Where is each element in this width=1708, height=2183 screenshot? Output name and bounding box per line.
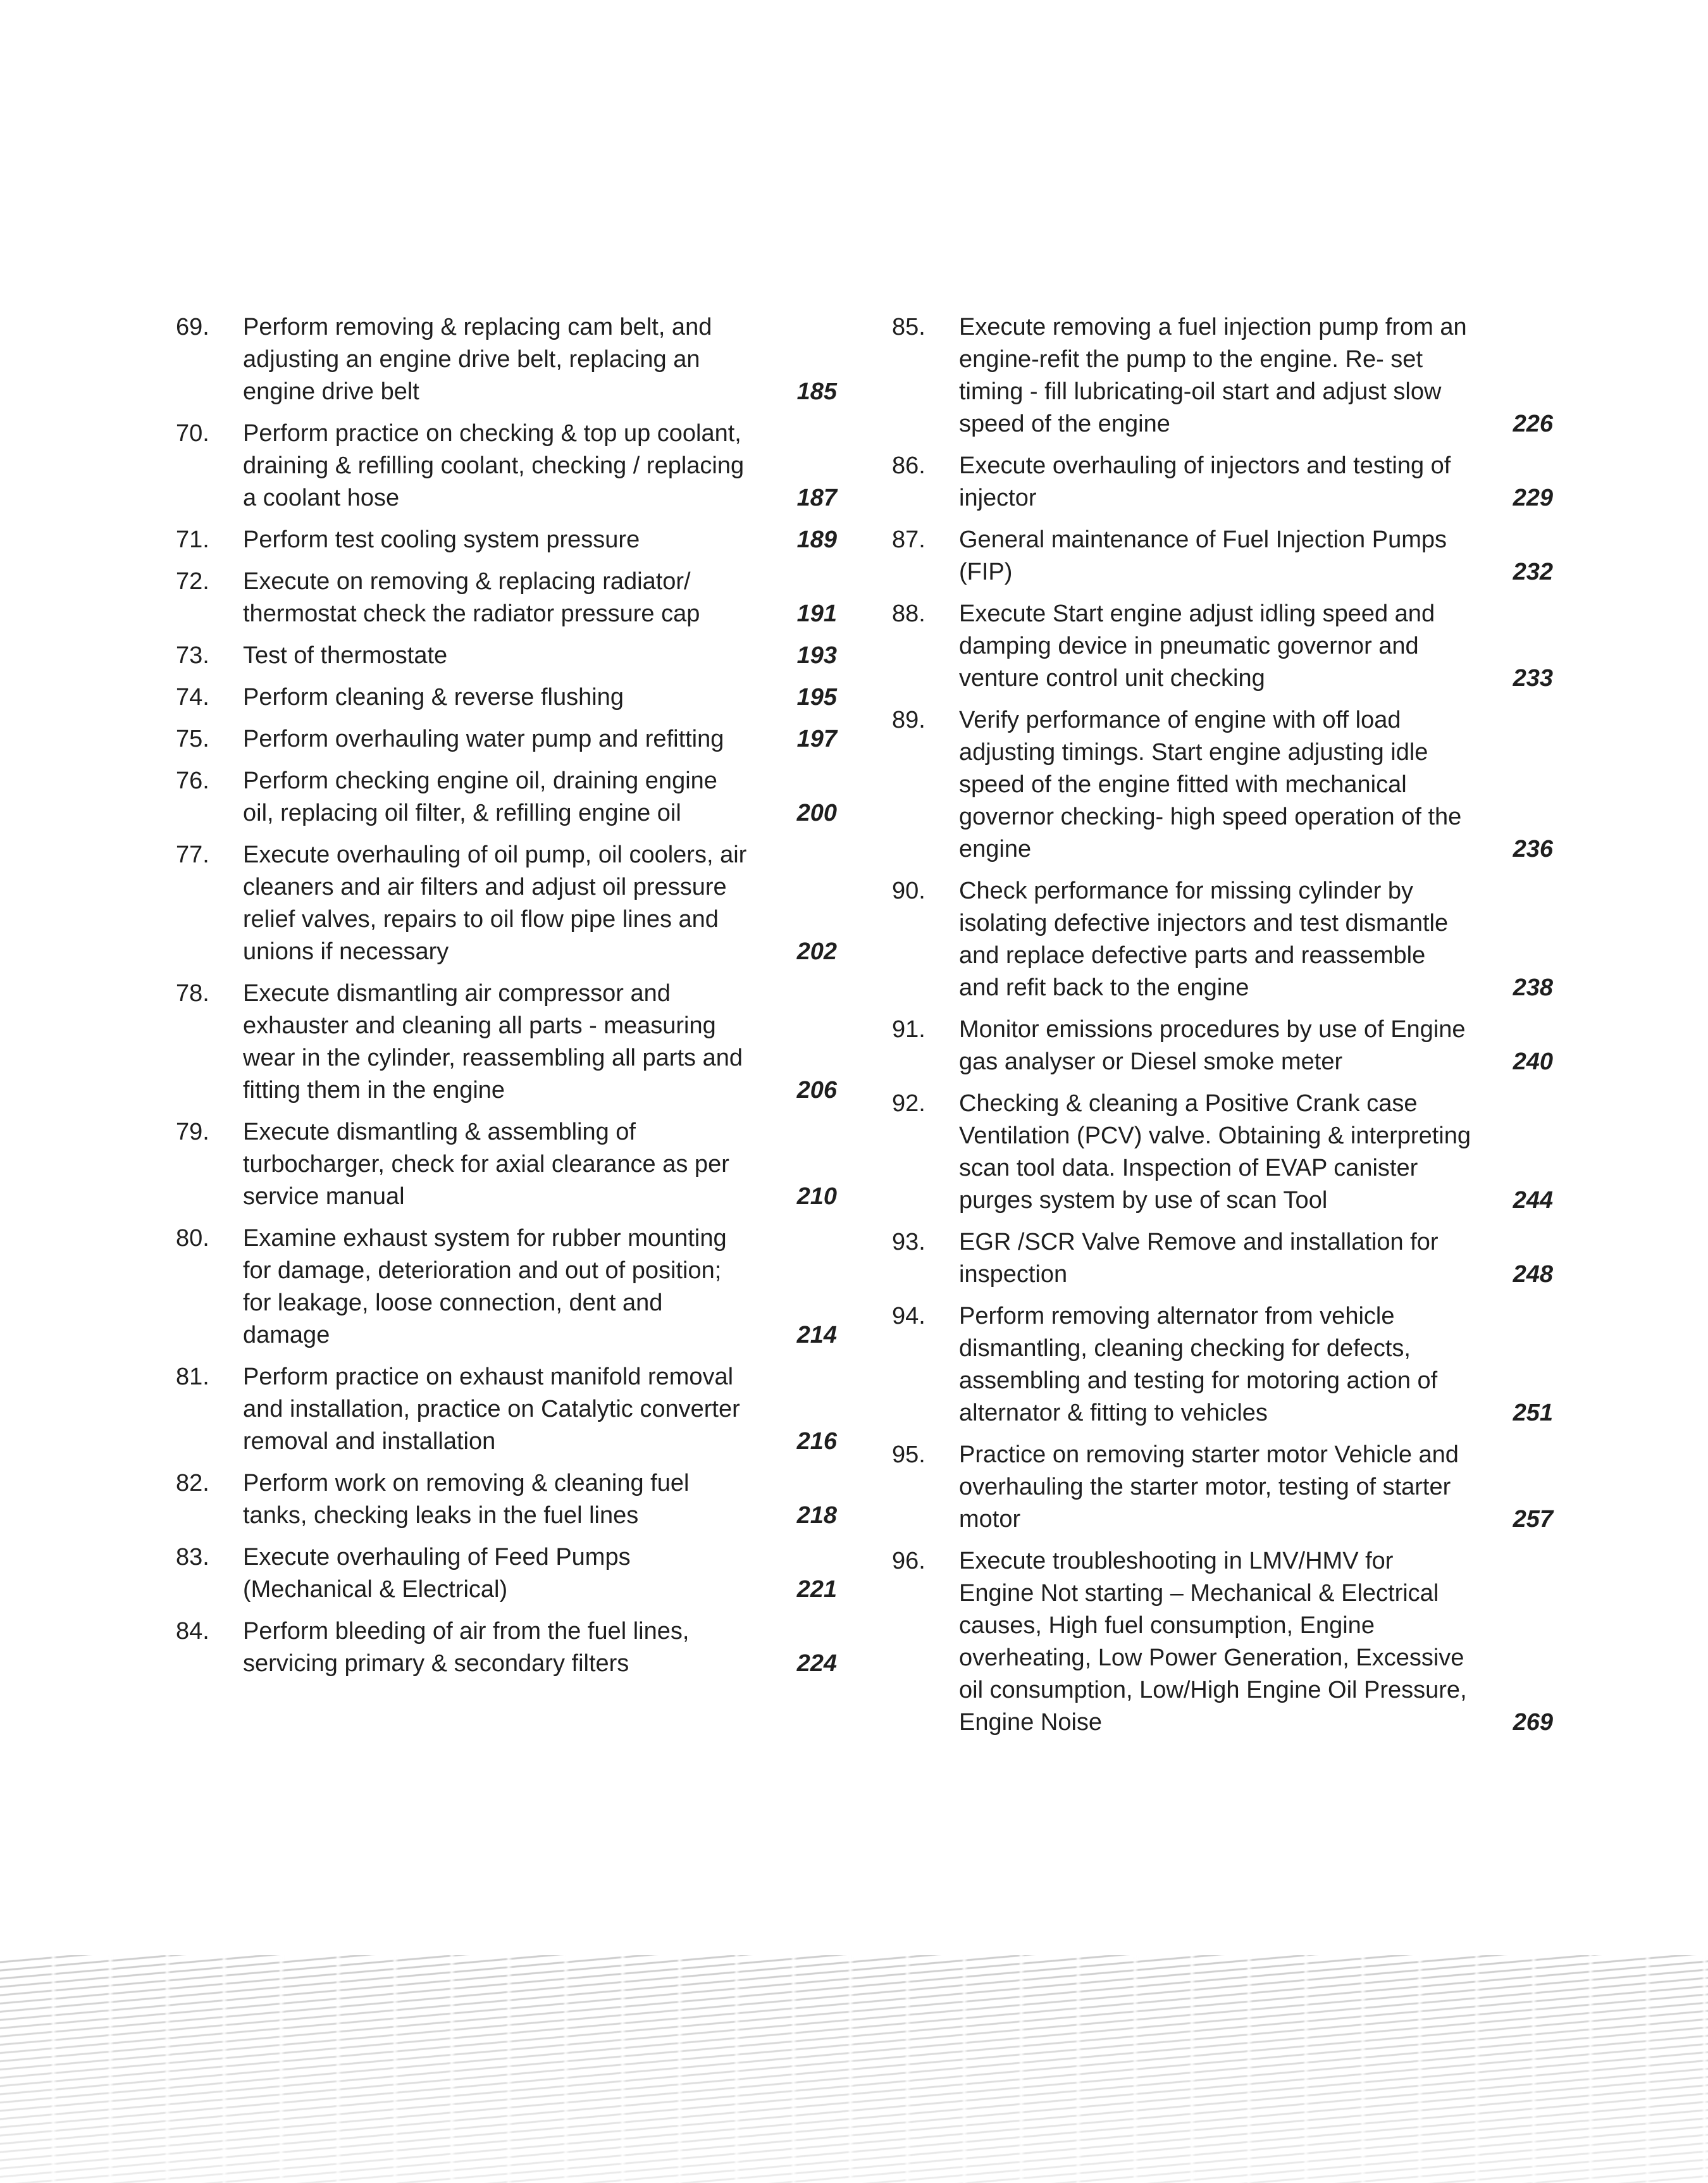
entry-number: 73. <box>176 642 209 669</box>
entry-number: 88. <box>892 600 925 627</box>
toc-entry <box>176 566 837 630</box>
entry-number: 82. <box>176 1470 209 1496</box>
entry-page-number: 251 <box>1513 1400 1553 1426</box>
entry-title: Perform practice on exhaust manifold removal and installation, practice on Catalytic converter removal and installation <box>243 1364 740 1455</box>
toc-entry <box>176 418 837 514</box>
entry-title: EGR /SCR Valve Remove and installation for inspection <box>959 1229 1439 1288</box>
entry-number: 70. <box>176 420 209 447</box>
entry-title: Execute overhauling of injectors and testing of injector <box>959 452 1451 511</box>
entry-title: Perform removing alternator from vehicle dismantling, cleaning checking for defects, assembling and testing for motoring action of alternator & fitting to vehicles <box>959 1303 1438 1426</box>
entry-number: 84. <box>176 1618 209 1645</box>
entry-page-number: 240 <box>1513 1048 1553 1075</box>
entry-page-number: 206 <box>796 1077 837 1104</box>
toc-entry <box>176 723 837 756</box>
entry-page-number: 218 <box>796 1502 837 1529</box>
entry-page-number: 221 <box>796 1576 837 1603</box>
entry-number: 75. <box>176 726 209 752</box>
entry-number: 90. <box>892 878 925 904</box>
entry-title: Verify performance of engine with off load adjusting timings. Start engine adjusting idle speed of the engine fitted with mechanical governor checking- high speed operation of the engine <box>959 707 1462 862</box>
entry-number: 72. <box>176 568 209 595</box>
entry-number: 77. <box>176 842 209 868</box>
toc-entry <box>892 1545 1553 1739</box>
entry-page-number: 248 <box>1513 1261 1553 1288</box>
toc-entry <box>892 311 1553 440</box>
toc-entry <box>176 311 837 408</box>
entry-page-number: 216 <box>796 1428 837 1455</box>
entry-title: Monitor emissions procedures by use of Engine gas analyser or Diesel smoke meter <box>959 1016 1466 1075</box>
entry-page-number: 189 <box>796 526 837 553</box>
entry-page-number: 202 <box>796 938 837 965</box>
toc-entry <box>892 1300 1553 1429</box>
entry-page-number: 210 <box>796 1183 837 1210</box>
entry-number: 94. <box>892 1303 925 1329</box>
entry-number: 71. <box>176 526 209 553</box>
toc-right-column <box>892 311 1553 1748</box>
toc-entry <box>176 1615 837 1680</box>
entry-number: 86. <box>892 452 925 479</box>
entry-title: Perform overhauling water pump and refitting <box>243 726 724 752</box>
toc-entry <box>176 839 837 968</box>
entry-page-number: 257 <box>1513 1506 1553 1533</box>
toc-entry <box>892 704 1553 866</box>
entry-page-number: 187 <box>796 485 837 511</box>
entry-title: Execute dismantling & assembling of turbocharger, check for axial clearance as per service manual <box>243 1119 729 1210</box>
toc-entry <box>892 524 1553 588</box>
entry-number: 89. <box>892 707 925 733</box>
entry-page-number: 236 <box>1513 836 1553 862</box>
entry-title: Check performance for missing cylinder by isolating defective injectors and test dismantle and replace defective parts and reassemble and refit back to the engine <box>959 878 1449 1001</box>
entry-number: 78. <box>176 980 209 1007</box>
entry-page-number: 233 <box>1513 665 1553 692</box>
entry-page-number: 200 <box>796 800 837 826</box>
entry-number: 83. <box>176 1544 209 1570</box>
entry-title: Perform checking engine oil, draining engine oil, replacing oil filter, & refilling engine oil <box>243 768 717 826</box>
entry-number: 79. <box>176 1119 209 1145</box>
entry-page-number: 224 <box>796 1650 837 1677</box>
entry-page-number: 244 <box>1513 1187 1553 1214</box>
entry-title: Practice on removing starter motor Vehicle and overhauling the starter motor, testing of starter motor <box>959 1441 1459 1533</box>
entry-title: Perform work on removing & cleaning fuel tanks, checking leaks in the fuel lines <box>243 1470 690 1529</box>
toc-entry <box>176 1116 837 1213</box>
entry-title: Perform removing & replacing cam belt, and adjusting an engine drive belt, replacing an engine drive belt <box>243 314 712 405</box>
entry-title: Perform cleaning & reverse flushing <box>243 684 624 711</box>
toc-entry <box>176 681 837 714</box>
entry-title: Perform practice on checking & top up coolant, draining & refilling coolant, checking / replacing a coolant hose <box>243 420 745 511</box>
entry-number: 76. <box>176 768 209 794</box>
entry-title: Perform test cooling system pressure <box>243 526 640 553</box>
toc-entry <box>176 640 837 672</box>
entry-title: Checking & cleaning a Positive Crank case Ventilation (PCV) valve. Obtaining & interpreting scan tool data. Inspection of EVAP canister purges system by use of scan Tool <box>959 1090 1471 1214</box>
entry-page-number: 185 <box>796 378 837 405</box>
entry-title: Execute troubleshooting in LMV/HMV for Engine Not starting – Mechanical & Electrical causes, High fuel consumption, Engine overheating, Low Power Generation, Excessive oil consumption, Low/High Engine Oil Pressure, Engine Noise <box>959 1548 1467 1736</box>
entry-number: 81. <box>176 1364 209 1390</box>
entry-number: 69. <box>176 314 209 340</box>
entry-number: 80. <box>176 1225 209 1252</box>
entry-number: 87. <box>892 526 925 553</box>
entry-number: 93. <box>892 1229 925 1255</box>
toc-entry <box>176 524 837 556</box>
entry-page-number: 232 <box>1513 559 1553 585</box>
entry-number: 92. <box>892 1090 925 1117</box>
toc-entry <box>892 1014 1553 1078</box>
toc-entry <box>176 1222 837 1352</box>
entry-number: 91. <box>892 1016 925 1043</box>
entry-page-number: 193 <box>796 642 837 669</box>
entry-page-number: 226 <box>1513 411 1553 437</box>
entry-title: Examine exhaust system for rubber mounting for damage, deterioration and out of position; for leakage, loose connection, dent and damage <box>243 1225 727 1348</box>
toc-entry <box>176 1467 837 1532</box>
entry-title: Test of thermostate <box>243 642 448 669</box>
toc-entry <box>892 875 1553 1004</box>
decorative-footer-pattern <box>0 1955 1708 2183</box>
entry-title: Perform bleeding of air from the fuel lines, servicing primary & secondary filters <box>243 1618 690 1677</box>
entry-page-number: 195 <box>796 684 837 711</box>
entry-number: 95. <box>892 1441 925 1468</box>
entry-title: Execute dismantling air compressor and exhauster and cleaning all parts - measuring wear in the cylinder, reassembling all parts and fitting them in the engine <box>243 980 743 1104</box>
toc-entry <box>892 1439 1553 1536</box>
entry-title: Execute on removing & replacing radiator/ thermostat check the radiator pressure cap <box>243 568 700 627</box>
toc-entry <box>892 1088 1553 1217</box>
entry-page-number: 191 <box>796 600 837 627</box>
entry-page-number: 197 <box>796 726 837 752</box>
entry-title: General maintenance of Fuel Injection Pumps (FIP) <box>959 526 1447 585</box>
entry-number: 96. <box>892 1548 925 1574</box>
toc-entry <box>176 978 837 1107</box>
entry-page-number: 229 <box>1513 485 1553 511</box>
toc-entry <box>176 1541 837 1606</box>
entry-page-number: 269 <box>1513 1709 1553 1736</box>
entry-title: Execute overhauling of oil pump, oil coolers, air cleaners and air filters and adjust oil pressure relief valves, repairs to oil flow pipe lines and unions if necessary <box>243 842 747 965</box>
entry-number: 85. <box>892 314 925 340</box>
toc-entry <box>176 1361 837 1458</box>
toc-entry <box>892 1226 1553 1291</box>
toc-entry <box>176 765 837 830</box>
entry-title: Execute removing a fuel injection pump from an engine-refit the pump to the engine. Re- set timing - fill lubricating-oil start and adjust slow speed of the engine <box>959 314 1467 437</box>
entry-number: 74. <box>176 684 209 711</box>
toc-entry <box>892 598 1553 695</box>
entry-page-number: 214 <box>796 1322 837 1348</box>
entry-page-number: 238 <box>1513 974 1553 1001</box>
entry-title: Execute Start engine adjust idling speed and damping device in pneumatic governor and venture control unit checking <box>959 600 1435 692</box>
toc-left-column <box>176 311 837 1689</box>
toc-entry <box>892 450 1553 514</box>
entry-title: Execute overhauling of Feed Pumps (Mechanical & Electrical) <box>243 1544 631 1603</box>
